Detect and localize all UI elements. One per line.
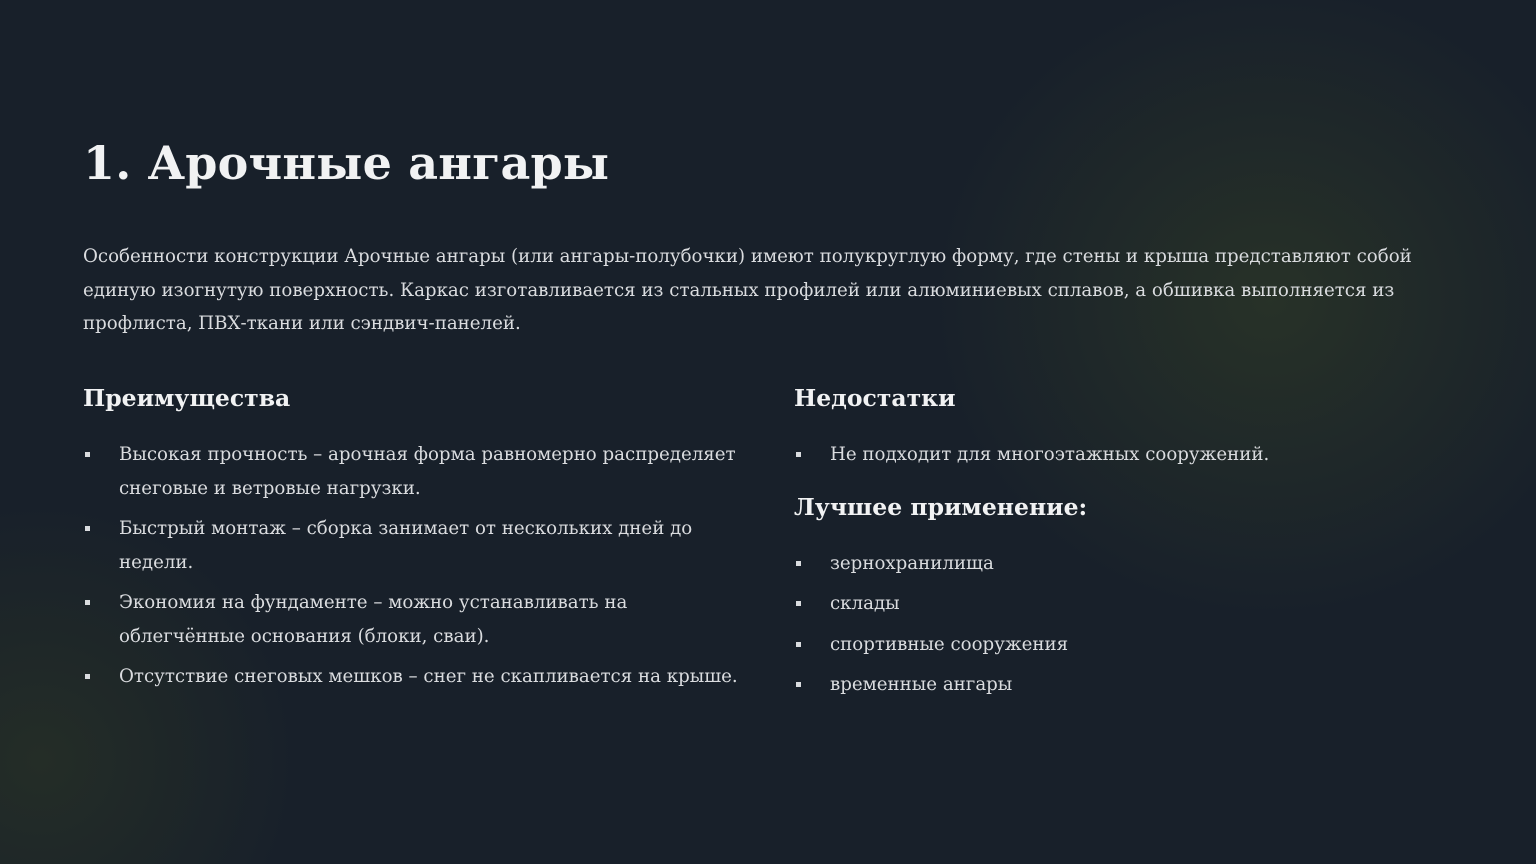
disadvantages-list [794,438,1434,472]
bullet-square-icon [796,561,801,566]
best-use-item-text: зернохранилища [830,552,994,574]
advantages-item [83,660,755,694]
best-use-item [794,628,1434,662]
intro-paragraph: Особенности конструкции Арочные ангары (или ангары-полубочки) имеют полукруглую форму, где стены и крыша представляют собой единую изогнутую поверхность. Каркас изготавливается из стальных профилей или алюминиевых сплавов, а обшивка выполняется из профлиста, ПВХ-ткани или сэндвич-панелей. [83,246,1412,334]
advantages-item-text: Экономия на фундаменте – можно устанавливать на облегчённые основания (блоки, сваи). [119,592,628,647]
best-use-item [794,668,1434,702]
best-use-item-text: склады [830,593,900,614]
advantages-item-text: Быстрый монтаж – сборка занимает от нескольких дней до недели. [119,518,693,573]
bullet-square-icon [796,452,801,457]
advantages-item [83,586,755,653]
disadvantages-item-text: Не подходит для многоэтажных сооружений. [830,444,1270,465]
advantages-item [83,438,755,505]
disadvantages-item [794,438,1434,472]
bullet-square-icon [796,682,801,687]
best-use-list [794,547,1434,702]
bullet-square-icon [796,642,801,647]
advantages-list [83,438,755,694]
disadvantages-column [794,381,1434,709]
best-use-heading: Лучшее применение: [794,492,1088,521]
bullet-square-icon [796,601,801,606]
slide [83,0,1458,864]
advantages-heading: Преимущества [83,384,291,412]
bullet-square-icon [85,600,90,605]
slide-title: 1. Арочные ангары [83,136,610,190]
bullet-square-icon [85,674,90,679]
advantages-item [83,512,755,579]
advantages-item-text: Отсутствие снеговых мешков – снег не скапливается на крыше. [119,666,738,687]
advantages-item-text: Высокая прочность – арочная форма равномерно распределяет снеговые и ветровые нагрузки. [119,444,736,499]
best-use-item-text: временные ангары [830,674,1013,695]
advantages-column [83,381,755,701]
best-use-item [794,587,1434,621]
disadvantages-heading: Недостатки [794,384,956,412]
bullet-square-icon [85,452,90,457]
best-use-item-text: спортивные сооружения [830,633,1069,655]
best-use-item [794,547,1434,581]
bullet-square-icon [85,526,90,531]
